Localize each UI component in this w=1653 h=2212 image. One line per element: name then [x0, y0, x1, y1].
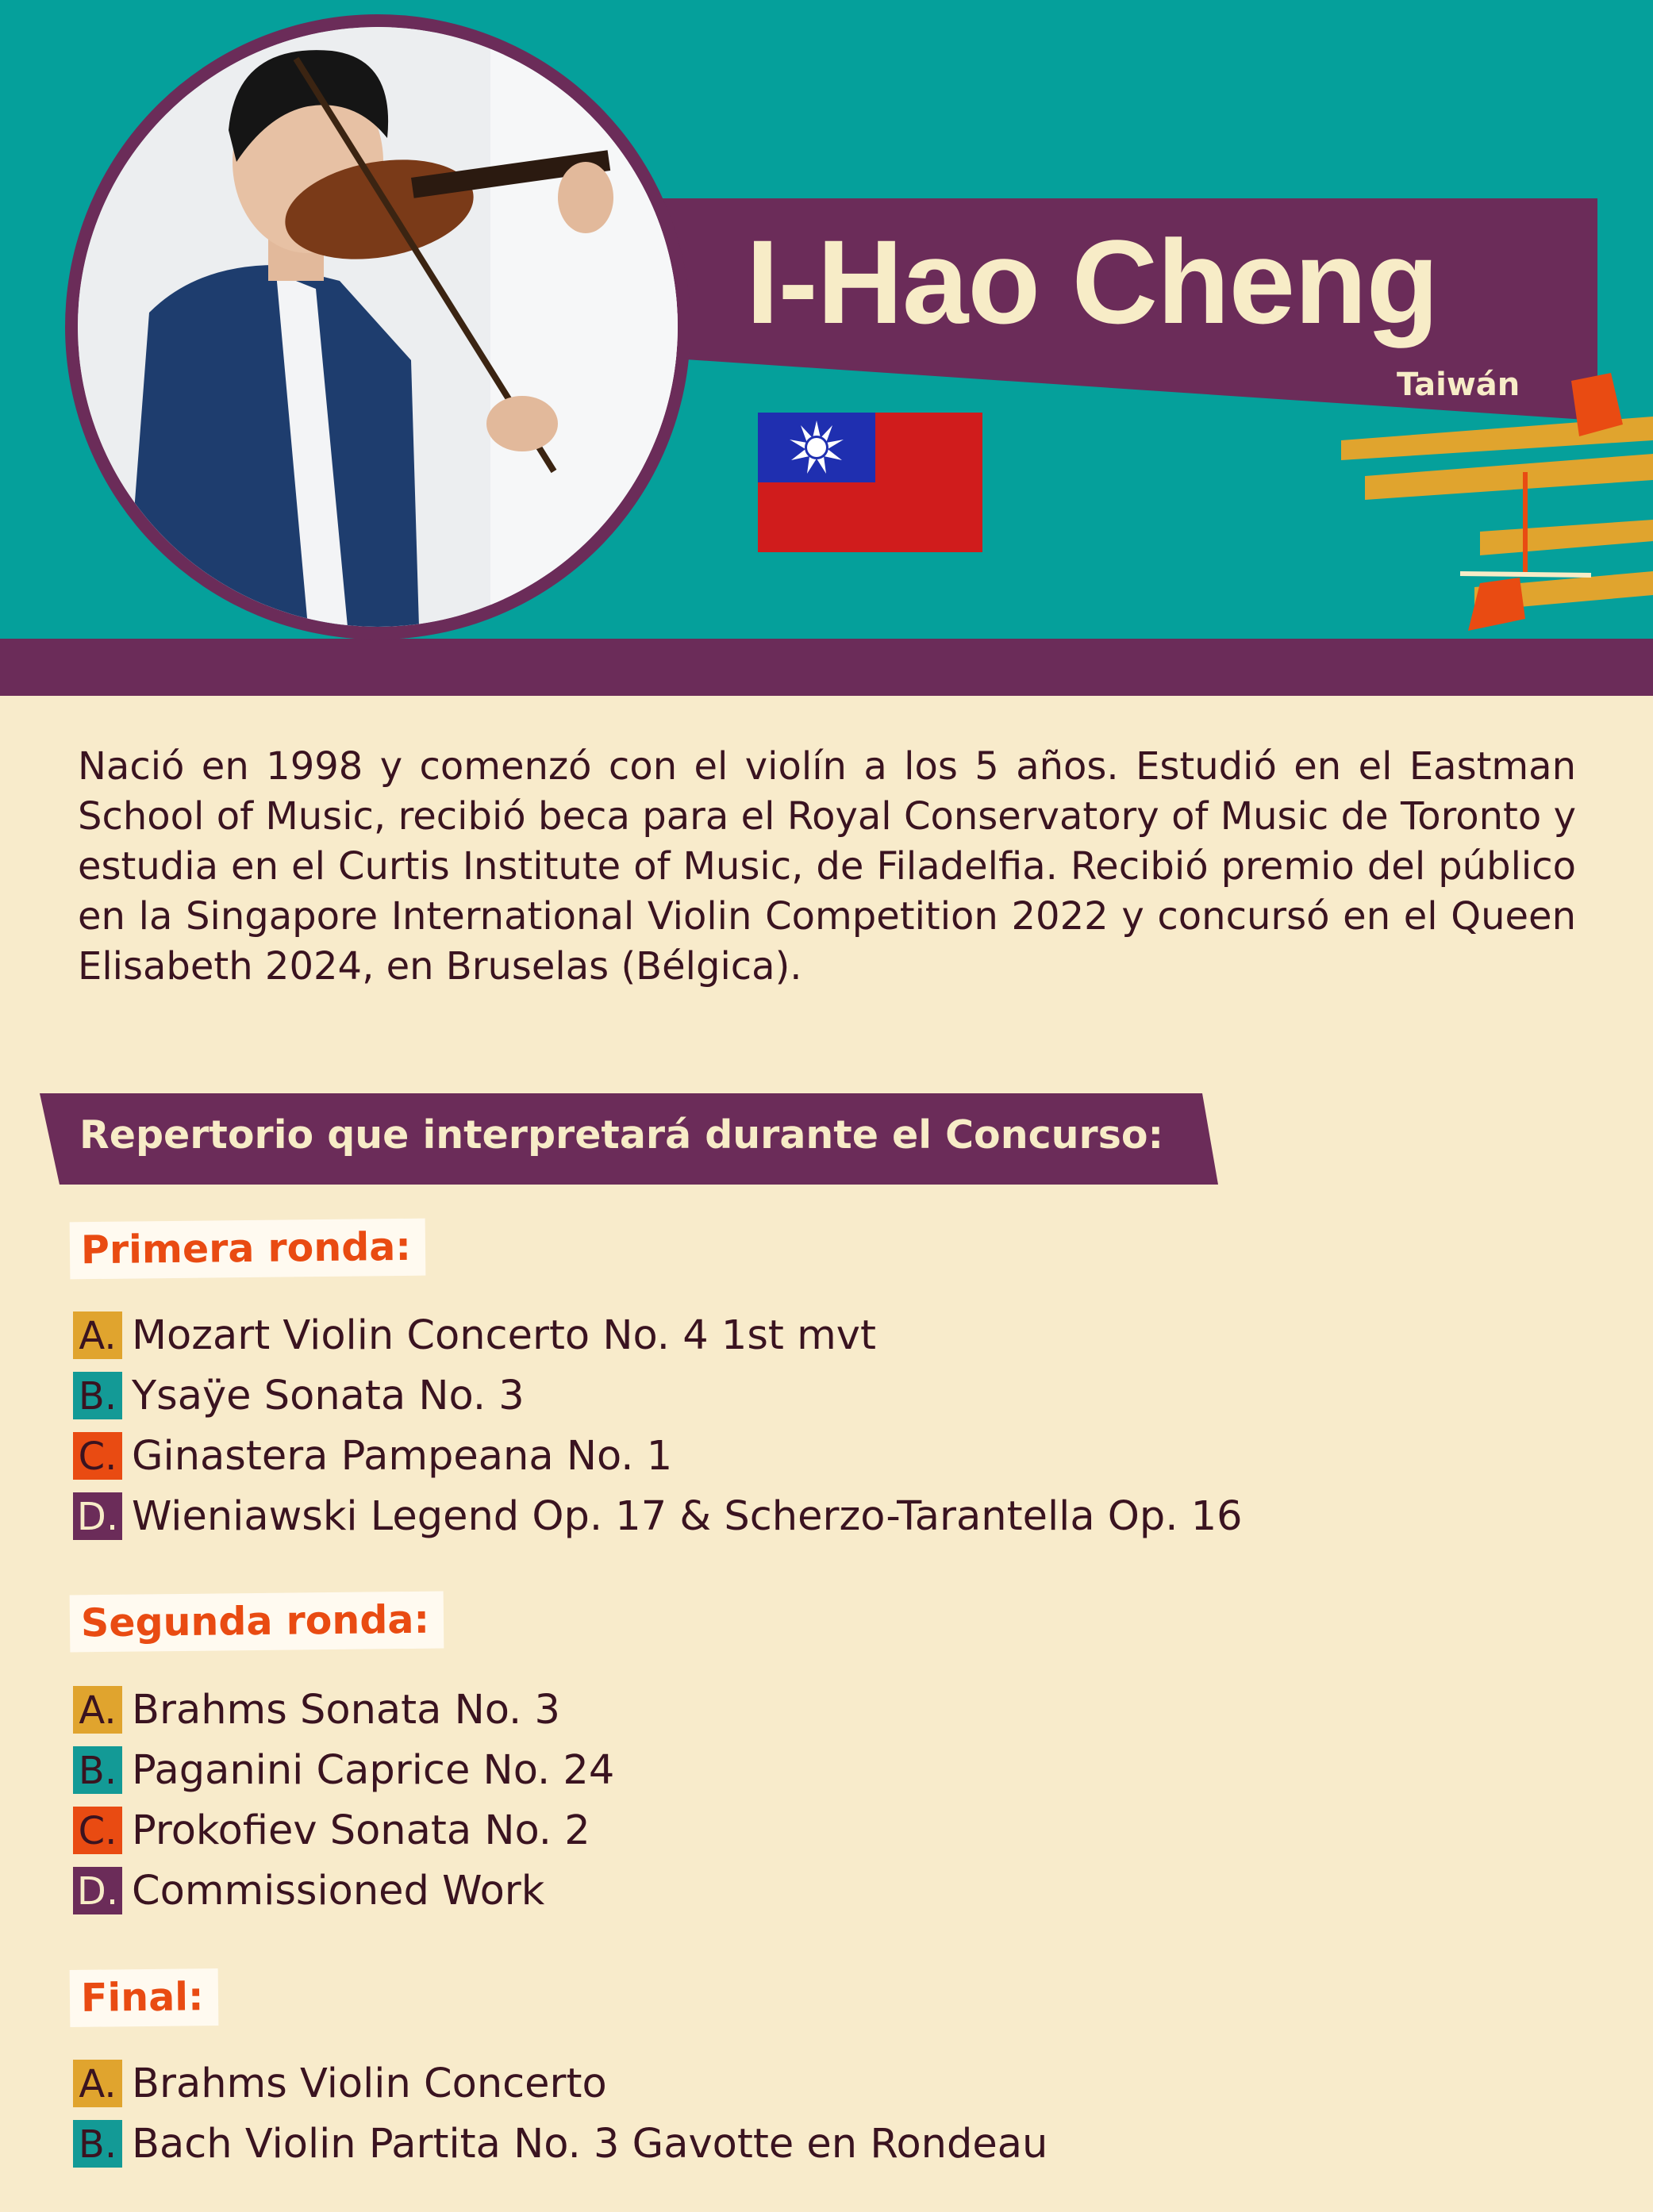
list-item: [73, 1680, 614, 1740]
list-item: [73, 1800, 614, 1861]
piece-title: Mozart Violin Concerto No. 4 1st mvt: [132, 1311, 876, 1359]
list-item: [73, 2114, 1048, 2174]
piece-title: Wieniawski Legend Op. 17 & Scherzo-Tarantella Op. 16: [132, 1492, 1243, 1540]
round-pieces-final: [73, 2053, 1048, 2174]
piece-letter-badge: A.: [73, 1311, 122, 1359]
piece-letter-badge: C.: [73, 1807, 122, 1854]
round-label-final: Final:: [70, 1968, 218, 2027]
performer-name: I-Hao Cheng: [746, 215, 1439, 348]
piece-title: Brahms Sonata No. 3: [132, 1686, 560, 1734]
performer-country: Taiwán: [1397, 367, 1520, 403]
list-item: [73, 1305, 1243, 1365]
list-item: [73, 1486, 1243, 1546]
list-item: [73, 1740, 614, 1800]
round-label-primera: Primera ronda:: [70, 1219, 426, 1280]
performer-photo: [78, 27, 678, 627]
taiwan-flag-icon: [758, 413, 982, 552]
decorative-shapes: [1341, 357, 1653, 643]
round-label-segunda: Segunda ronda:: [70, 1592, 444, 1653]
piece-title: Commissioned Work: [132, 1867, 545, 1914]
piece-title: Brahms Violin Concerto: [132, 2060, 607, 2107]
piece-title: Paganini Caprice No. 24: [132, 1746, 615, 1794]
piece-letter-badge: D.: [73, 1492, 122, 1540]
header-divider-band: [0, 639, 1653, 696]
piece-letter-badge: B.: [73, 1746, 122, 1794]
piece-letter-badge: B.: [73, 1372, 122, 1419]
piece-title: Ysaÿe Sonata No. 3: [132, 1372, 525, 1419]
round-pieces-primera: [73, 1305, 1243, 1546]
piece-letter-badge: C.: [73, 1432, 122, 1480]
round-pieces-segunda: [73, 1680, 614, 1921]
piece-title: Ginastera Pampeana No. 1: [132, 1432, 673, 1480]
list-item: [73, 1365, 1243, 1426]
piece-title: Bach Violin Partita No. 3 Gavotte en Rondeau: [132, 2120, 1048, 2168]
performer-bio: Nació en 1998 y comenzó con el violín a los 5 años. Estudió en el Eastman School of Music, recibió beca para el Royal Conservatory of Music de Toronto y estudia en el Curtis Institute of Music, de Filadelfia. Recibió premio del público en la Singapore International Violin Competition 2022 y concursó en el Queen Elisabeth 2024, en Bruselas (Bélgica).: [78, 744, 1576, 989]
piece-title: Prokofiev Sonata No. 2: [132, 1807, 590, 1854]
piece-letter-badge: A.: [73, 2060, 122, 2107]
piece-letter-badge: D.: [73, 1867, 122, 1914]
list-item: [73, 1426, 1243, 1486]
list-item: [73, 1861, 614, 1921]
piece-letter-badge: A.: [73, 1686, 122, 1734]
list-item: [73, 2053, 1048, 2114]
repertoire-title: Repertorio que interpretará durante el Concurso:: [79, 1112, 1164, 1158]
piece-letter-badge: B.: [73, 2120, 122, 2168]
